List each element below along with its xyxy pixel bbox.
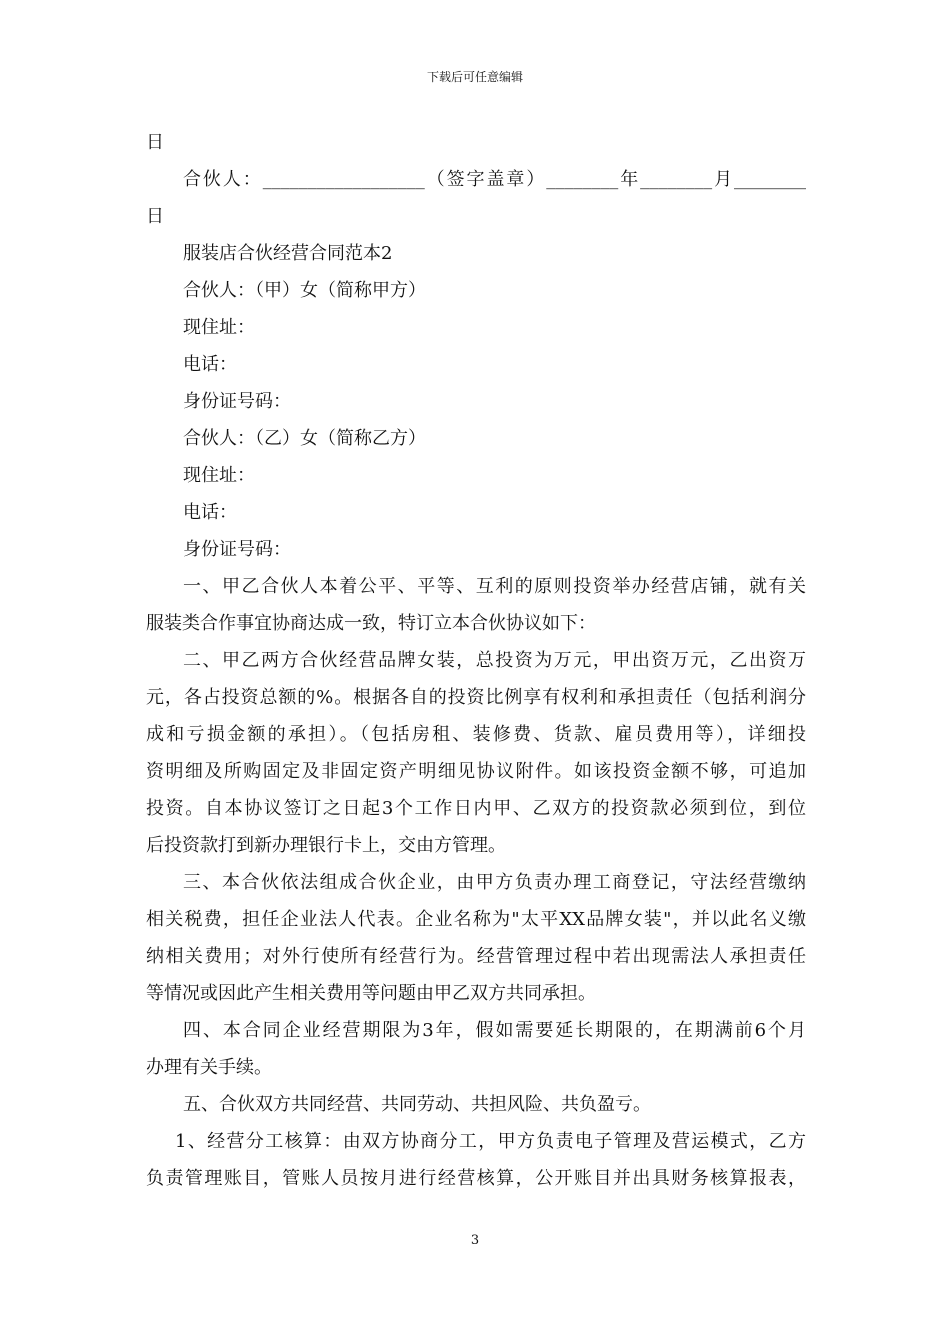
clause-1-line: 一、甲乙合伙人本着公平、平等、互利的原则投资举办经营店铺，就有关 <box>183 576 806 597</box>
id-number-label: 身份证号码： <box>183 539 291 560</box>
clause-5-line: 五、合伙双方共同经营、共同劳动、共担风险、共负盈亏。 <box>183 1094 651 1115</box>
clause-3-line: 等情况或因此产生相关费用等问题由甲乙双方共同承担。 <box>146 983 596 1004</box>
page-header: 下载后可任意编辑 <box>426 70 523 84</box>
address-label: 现住址： <box>183 317 255 338</box>
clause-3-line: 三、本合伙依法组成合伙企业，由甲方负责办理工商登记，守法经营缴纳 <box>183 872 806 893</box>
document-title: 服装店合伙经营合同范本2 <box>183 243 393 264</box>
clause-2-line: 二、甲乙两方合伙经营品牌女装，总投资为万元，甲出资万元，乙出资万 <box>183 650 806 671</box>
clause-2-line: 后投资款打到新办理银行卡上，交由方管理。 <box>146 835 506 856</box>
clause-5-1-line: 负责管理账目，管账人员按月进行经营核算，公开账目并出具财务核算报表， <box>146 1168 806 1189</box>
text-line: 日 <box>146 206 164 227</box>
text-line: 日 <box>146 132 164 153</box>
clause-2-line: 资明细及所购固定及非固定资产明细见协议附件。如该投资金额不够，可追加 <box>146 761 806 782</box>
party-a-line: 合伙人：（甲）女（简称甲方） <box>183 280 426 301</box>
clause-2-line: 成和亏损金额的承担）。（包括房租、装修费、货款、雇员费用等），详细投 <box>146 724 806 745</box>
clause-2-line: 元，各占投资总额的%。根据各自的投资比例享有权利和承担责任（包括利润分 <box>146 687 806 708</box>
page-number: 3 <box>470 1233 480 1248</box>
clause-4-line: 四、本合同企业经营期限为3年，假如需要延长期限的，在期满前6个月 <box>183 1020 806 1041</box>
phone-label: 电话： <box>183 502 237 523</box>
id-number-label: 身份证号码： <box>183 391 291 412</box>
clause-1-line: 服装类合作事宜协商达成一致，特订立本合伙协议如下： <box>146 613 596 634</box>
document-body <box>146 124 806 1197</box>
party-b-line: 合伙人：（乙）女（简称乙方） <box>183 428 426 449</box>
clause-2-line: 投资。自本协议签订之日起3个工作日内甲、乙双方的投资款必须到位，到位 <box>146 798 806 819</box>
phone-label: 电话： <box>183 354 237 375</box>
signature-line: 合伙人：__________________（签字盖章）________年________月________ <box>183 169 806 190</box>
clause-3-line: 相关税费，担任企业法人代表。企业名称为"太平XX品牌女装"，并以此名义缴 <box>146 909 806 930</box>
address-label: 现住址： <box>183 465 255 486</box>
clause-4-line: 办理有关手续。 <box>146 1057 272 1078</box>
clause-5-1-line: 1、经营分工核算：由双方协商分工，甲方负责电子管理及营运模式，乙方 <box>175 1131 806 1152</box>
clause-3-line: 纳相关费用；对外行使所有经营行为。经营管理过程中若出现需法人承担责任 <box>146 946 806 967</box>
